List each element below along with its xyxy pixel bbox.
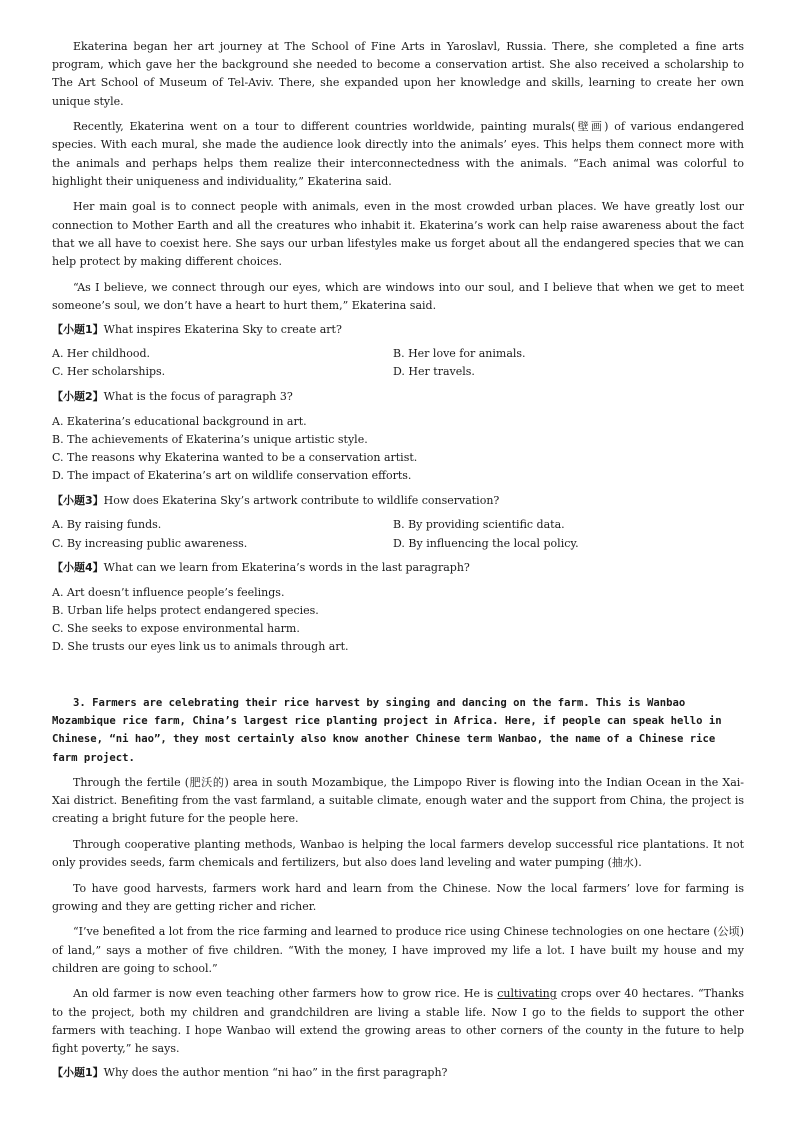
option-a[interactable]: A. Art doesn’t influence people’s feelings. — [52, 585, 285, 599]
passage3-paragraph-1: Through the fertile (肥沃的) area in south Mozambique, the Limpopo River is flowing into the Indian Ocean in the Xai-Xai district. Benefiting from the vast farmland, a suitable climate, enough water and the support from China, the project is creating a bright future for the people here. — [52, 775, 744, 826]
question-tag: 【小题2】 — [52, 389, 104, 403]
option-c[interactable]: C. She seeks to expose environmental harm. — [52, 622, 300, 636]
question-text: What is the focus of paragraph 3? — [103, 389, 293, 403]
question-3 — [52, 492, 744, 510]
option-d[interactable]: D. Her travels. — [393, 365, 475, 379]
question-tag: 【小题1】 — [52, 1065, 104, 1079]
passage2-paragraph-4: “As I believe, we connect through our eyes, which are windows into our soul, and I believe that when we get to meet someone’s soul, we don’t have a heart to hurt them,” Ekaterina said. — [52, 280, 744, 312]
passage3-paragraph-3: To have good harvests, farmers work hard and learn from the Chinese. Now the local farmers’ love for farming is growing and they are getting richer and richer. — [52, 881, 744, 913]
passage2-paragraph-2: Recently, Ekaterina went on a tour to different countries worldwide, painting murals(壁画) of various endangered species. With each mural, she made the audience look directly into the animals’ eyes. This helps them connect more with the animals and perhaps helps them realize their interconnectedness with the animals. “Each animal was colorful to highlight their uniqueness and individuality,” Ekaterina said. — [52, 120, 744, 188]
option-c[interactable]: C. The reasons why Ekaterina wanted to be a conservation artist. — [52, 450, 418, 464]
option-b[interactable]: B. Urban life helps protect endangered species. — [52, 603, 319, 617]
question-tag: 【小题3】 — [52, 493, 104, 507]
passage3-paragraph-5 — [52, 985, 744, 1058]
question-1-options — [52, 345, 744, 381]
question-tag: 【小题1】 — [52, 322, 104, 336]
option-a[interactable]: A. Her childhood. — [52, 347, 150, 361]
option-b[interactable]: B. By providing scientific data. — [393, 518, 565, 532]
question-1 — [52, 321, 744, 339]
paragraph-text: An old farmer is now even teaching other farmers how to grow rice. He is — [73, 987, 498, 1001]
option-c[interactable]: C. By increasing public awareness. — [52, 536, 248, 550]
option-a[interactable]: A. Ekaterina’s educational background in art. — [52, 414, 307, 428]
question-2-options — [52, 413, 744, 486]
paragraph-text: crops over 40 hectares. “Thanks to the project, both my children and grandchildren are living a stable life. Now I go to the fields to support the other farmers with teaching. I hope Wanbao will extend the growing areas to other corners of the county in the future to help fight poverty,” he says. — [52, 987, 744, 1056]
question-3-options — [52, 516, 744, 552]
question-tag: 【小题4】 — [52, 561, 104, 575]
option-d[interactable]: D. By influencing the local policy. — [393, 536, 579, 550]
passage2-paragraph-1: Ekaterina began her art journey at The School of Fine Arts in Yaroslavl, Russia. There, she completed a fine arts program, which gave her the background she needed to become a conservation artist. She also received a scholarship to The Art School of Museum of Tel-Aviv. There, she expanded upon her knowledge and skills, learning to create her own unique style. — [52, 40, 744, 108]
passage3-paragraph-4: “I’ve benefited a lot from the rice farming and learned to produce rice using Chinese technologies on one hectare (公顷) of land,” says a mother of five children. “With the money, I have improved my life a lot. I have built my house and my children are going to school.” — [52, 925, 744, 975]
section-spacer — [52, 663, 744, 694]
question-text: What inspires Ekaterina Sky to create art? — [103, 322, 342, 336]
question-text: Why does the author mention “ni hao” in the first paragraph? — [103, 1065, 448, 1079]
passage3-paragraph-2: Through cooperative planting methods, Wanbao is helping the local farmers develop successful rice plantations. It not only provides seeds, farm chemicals and fertilizers, but also does land leveling and water pumping (抽水). — [52, 837, 744, 870]
passage2-paragraph-3: Her main goal is to connect people with animals, even in the most crowded urban places. We have greatly lost our connection to Mother Earth and all the creatures who inhabit it. Ekaterina’s work can help raise awareness about the fact that we all have to coexist here. She says our urban lifestyles make us forget about all the endangered species that we can help protect by making different choices. — [52, 200, 744, 269]
option-b[interactable]: B. The achievements of Ekaterina’s unique artistic style. — [52, 432, 368, 446]
question-text: What can we learn from Ekaterina’s words in the last paragraph? — [103, 561, 470, 575]
option-d[interactable]: D. She trusts our eyes link us to animals through art. — [52, 640, 349, 654]
question-text: How does Ekaterina Sky’s artwork contribute to wildlife conservation? — [103, 493, 500, 507]
passage3-intro: 3. Farmers are celebrating their rice harvest by singing and dancing on the farm. This is Wanbao Mozambique rice farm, China’s largest rice planting project in Africa. Here, if people can speak hello in Chinese, “ni hao”, they most certainly also know another Chinese term Wanbao, the name of a Chinese rice farm project. — [52, 696, 722, 764]
option-a[interactable]: A. By raising funds. — [52, 518, 162, 532]
question-2 — [52, 388, 744, 406]
option-c[interactable]: C. Her scholarships. — [52, 365, 166, 379]
underlined-word: cultivating — [497, 987, 557, 1001]
question-4 — [52, 559, 744, 577]
question-4-options — [52, 584, 744, 657]
passage3-question-1 — [52, 1064, 744, 1082]
option-b[interactable]: B. Her love for animals. — [393, 347, 526, 361]
option-d[interactable]: D. The impact of Ekaterina’s art on wildlife conservation efforts. — [52, 469, 412, 483]
exam-page — [52, 38, 744, 1088]
